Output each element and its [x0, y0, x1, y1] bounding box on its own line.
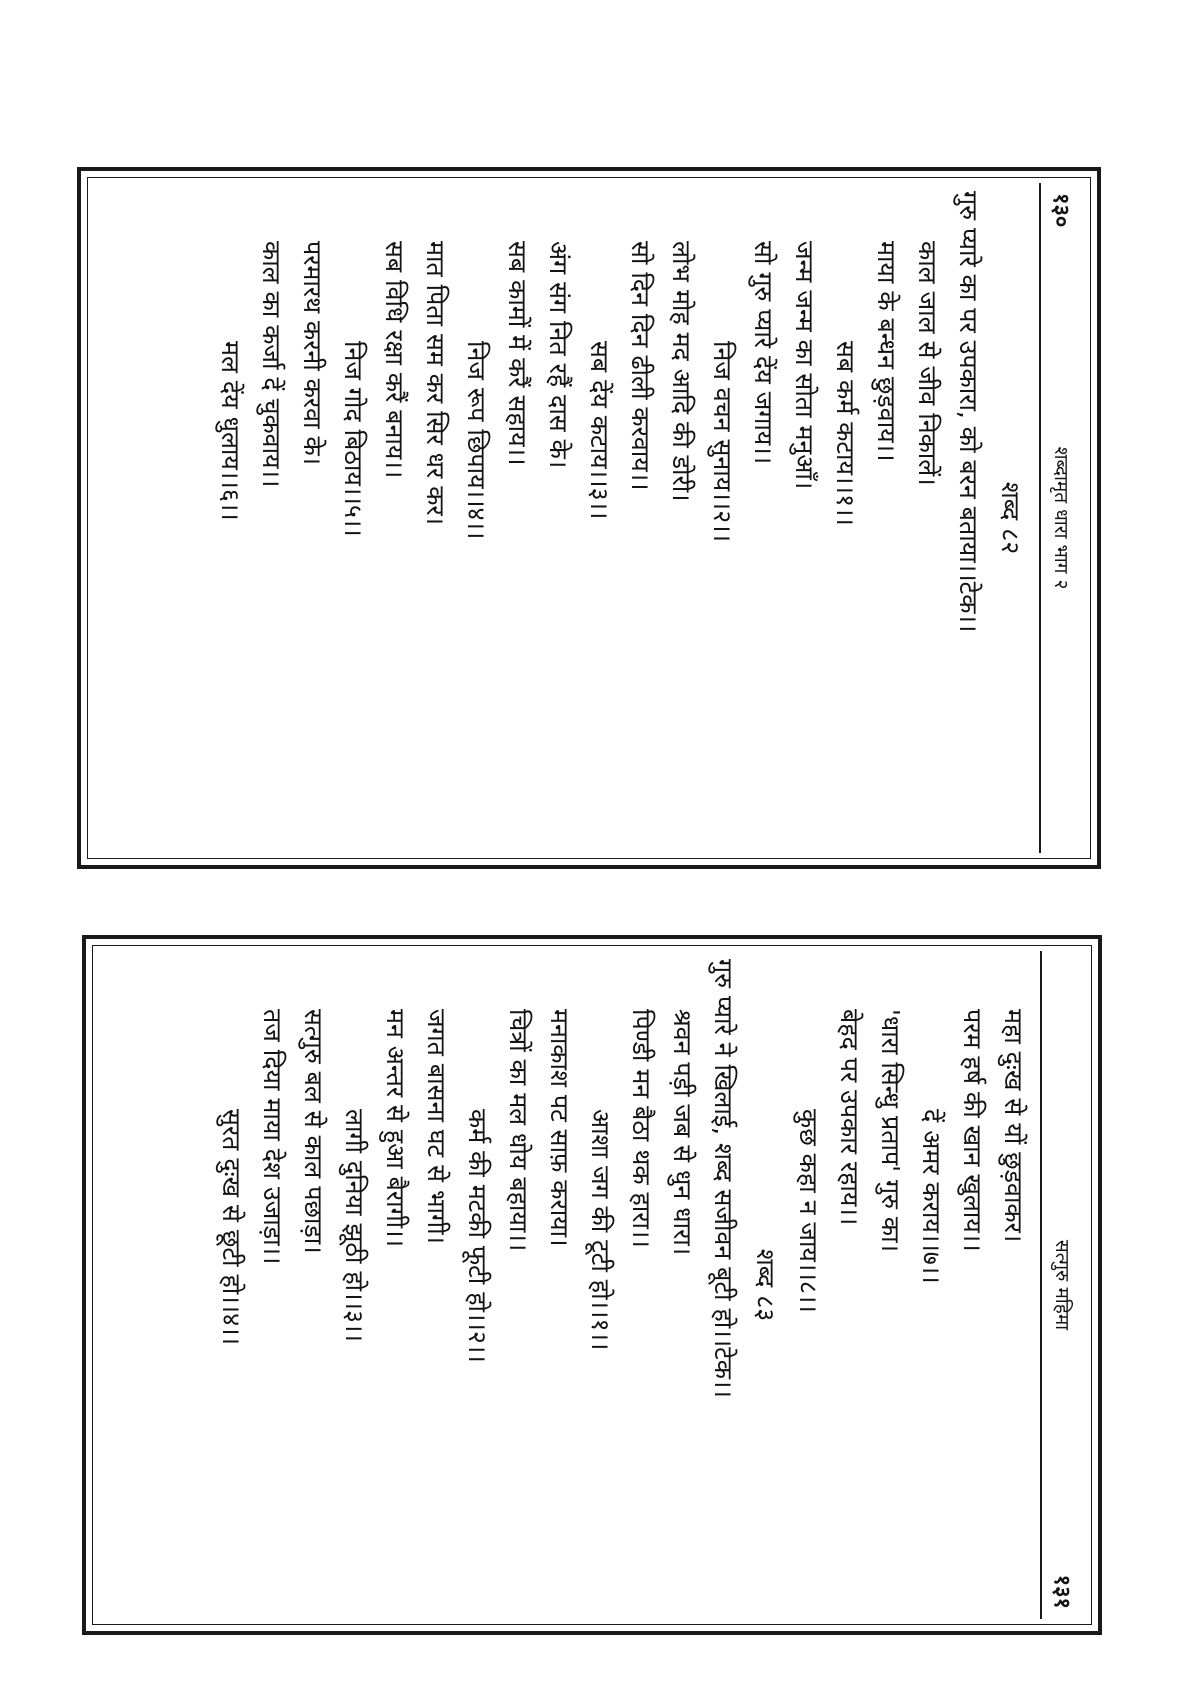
left-page-number: १३० [1048, 193, 1073, 228]
verse-line [334, 959, 375, 1611]
verse-line [415, 191, 456, 845]
verse-line-text: सत्गुरु बल से काल पछाड़ा। [299, 1009, 328, 1254]
verse-line [539, 959, 580, 1611]
verse-line-text: सो दिन दिन ढीली करवाय।। [626, 241, 655, 491]
verse-line-text: गुरु प्यारे ने खिलाई, शब्द सजीवन बूटी हो।।टेक।। [709, 959, 738, 1398]
right-page [82, 935, 1102, 1635]
verse-line-text: जगत बासना घट से भागी। [422, 1009, 451, 1245]
verse-line [211, 959, 252, 1611]
verse-line [993, 959, 1034, 1611]
verse-line-text: निज रूप छिपाय।।४।। [462, 341, 491, 540]
verse-line [210, 191, 251, 845]
verse-line [579, 191, 620, 845]
left-page-title: शब्द ८२ [996, 481, 1025, 555]
verse-line-text: काल जाल से जीव निकालें। [913, 241, 942, 486]
verse-line [661, 191, 702, 845]
verse-line [621, 959, 662, 1611]
verse-line [703, 959, 744, 1611]
verse-line [456, 191, 497, 845]
verse-line [497, 191, 538, 845]
left-page [77, 167, 1101, 869]
right-page-number: १३१ [1049, 1574, 1074, 1609]
verse-line [252, 959, 293, 1611]
verse-line-text: निज गोद बिठाय।।५।। [339, 341, 368, 537]
verse-line-text: महा दुःख से यों छुड़वाकर। [999, 1009, 1028, 1243]
left-page-verse-lines [210, 191, 989, 845]
verse-line [457, 959, 498, 1611]
verse-line [333, 191, 374, 845]
verse-line-text: सब कर्म कटाय।।१।। [831, 341, 860, 526]
verse-line [416, 959, 457, 1611]
verse-line [702, 191, 743, 845]
verse-line-text: लोभ मोह मद आदि की डोरी। [667, 241, 696, 502]
verse-line-text: दें अमर कराय।।७।। [917, 1109, 946, 1284]
verse-line-text: निज वचन सुनाय।।२।। [708, 341, 737, 543]
verse-line-text: आशा जग की टूटी हो।।१।। [586, 1109, 615, 1351]
verse-line [251, 191, 292, 845]
verse-line [948, 191, 989, 845]
verse-line-text: परमारथ करनी करवा के। [298, 241, 327, 466]
verse-line-text: कर्म की मटकी फूटी हो।।२।। [463, 1109, 492, 1363]
verse-line [580, 959, 621, 1611]
verse-line [662, 959, 703, 1611]
right-page-content-frame [98, 951, 1086, 1619]
verse-line-text: चित्रों का मल धोय बहाया।। [504, 1009, 533, 1252]
verse-line-text: माया के बन्धन छुड़वाय।। [872, 241, 901, 462]
verse-line [907, 191, 948, 845]
verse-line [870, 959, 911, 1611]
left-page-running-header: शब्दामृत धारा भाग २ [1050, 446, 1072, 590]
verse-line-text: बेहद पर उपकार रहाय।। [835, 1009, 864, 1226]
verse-line-text: तज दिया माया देश उजाड़ा।। [258, 1009, 287, 1265]
right-page-verse-lines [211, 959, 744, 1611]
verse-line-text: लागी दुनिया झूठी हो।।३।। [340, 1109, 369, 1342]
verse-line [866, 191, 907, 845]
right-page-header [1040, 951, 1086, 1619]
verse-line-text: कुछ कहा न जाय।।८।। [794, 1109, 823, 1313]
verse-line [952, 959, 993, 1611]
left-page-body [210, 183, 1039, 853]
verse-line [911, 959, 952, 1611]
verse-line-text: सो गुरु प्यारे देंय जगाय।। [749, 241, 778, 465]
verse-line [292, 191, 333, 845]
verse-line-text: पिण्डी मन बैठा थक हारा।। [627, 1009, 656, 1248]
right-page-running-header: सत्गुरु महिमा [1051, 1239, 1073, 1331]
verse-line-text: मल देंय धुलाय।।६।। [216, 341, 245, 521]
verse-line-text: अंग संग नित रहैं दास के। [544, 241, 573, 469]
verse-line-text: गुरु प्यारे का पर उपकारा, को बरन बताया।।टेक।। [954, 191, 983, 633]
verse-line-text: मनाकाश पट साफ़ कराया। [545, 1009, 574, 1247]
verse-line [538, 191, 579, 845]
verse-line-text: मात पिता सम कर सिर धर कर। [421, 241, 450, 526]
verse-line-text: सब देंय कटाय।।३।। [585, 341, 614, 520]
verse-line [293, 959, 334, 1611]
right-page-title: शब्द ८३ [751, 1248, 780, 1322]
right-page-continued-verse-lines [788, 959, 1034, 1611]
verse-line-text: सब कामों में करैं सहाय।। [503, 241, 532, 466]
verse-line [825, 191, 866, 845]
verse-line-text: श्रवन पड़ी जब से धुन धारा। [668, 1009, 697, 1256]
verse-line [374, 191, 415, 845]
right-page-body [211, 951, 1040, 1619]
verse-line [375, 959, 416, 1611]
verse-line-text: सुरत दुःख से छूटी हो।।४।। [217, 1109, 246, 1346]
left-page-content-frame [93, 183, 1085, 853]
verse-line-text: जन्म जन्म का सोता मनुआँ। [790, 241, 819, 490]
verse-line [788, 959, 829, 1611]
verse-line-text: परम हर्ष की खान खुलाय।। [958, 1009, 987, 1252]
left-page-header [1039, 183, 1085, 853]
verse-line-text: 'धारा सिन्धु प्रताप' गुरु का। [876, 1009, 905, 1253]
verse-line-text: मन अन्तर से हुआ बैरागी।। [381, 1009, 410, 1248]
verse-line-text: काल का कर्जा दें चुकवाय।। [257, 241, 286, 488]
verse-line [498, 959, 539, 1611]
verse-line-text: सब विधि रक्षा करैं बनाय।। [380, 241, 409, 479]
verse-line [743, 191, 784, 845]
verse-line [620, 191, 661, 845]
verse-line [829, 959, 870, 1611]
verse-line [784, 191, 825, 845]
